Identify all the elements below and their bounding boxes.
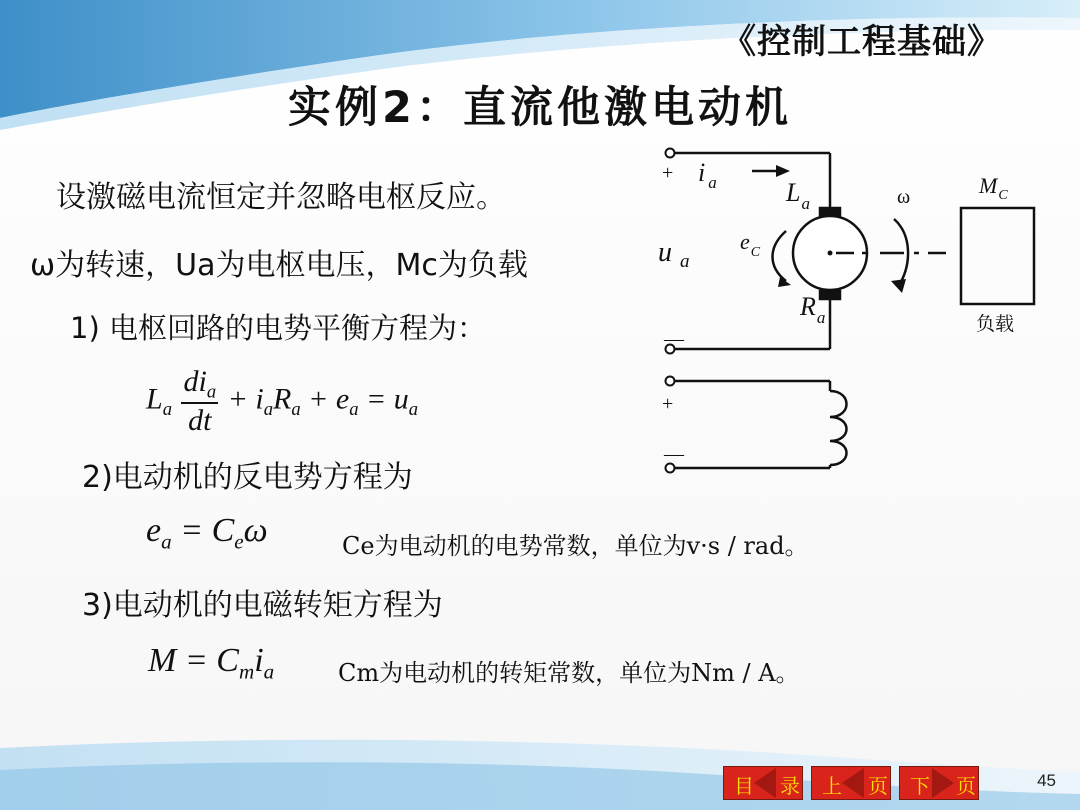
definitions-text: ω为转速，Ua为电枢电压，Mc为负载 bbox=[30, 248, 528, 283]
prev-button-label-1: 上 bbox=[822, 774, 842, 798]
prev-button-label-2: 页 bbox=[868, 774, 888, 798]
load-label: 负载 bbox=[976, 313, 1015, 335]
omega-label: ω bbox=[897, 186, 911, 208]
page-number: 45 bbox=[1037, 771, 1056, 790]
menu-button-label-2: 录 bbox=[780, 774, 800, 798]
step1-label: 1) 电枢回路的电势平衡方程为： bbox=[70, 311, 486, 345]
next-button-label-1: 下 bbox=[910, 774, 930, 798]
right-arrow-icon bbox=[932, 768, 954, 798]
fraction-di-dt: $\frac{di_a}{dt}$ bbox=[183, 365, 217, 438]
slide-title: 实例2：直流他激电动机 bbox=[288, 83, 792, 133]
step2-label: 2)电动机的反电势方程为 bbox=[82, 460, 413, 495]
left-arrow-icon bbox=[842, 768, 864, 798]
voltage-ua-label: u $_a$ bbox=[658, 237, 690, 272]
next-page-button[interactable] bbox=[899, 766, 979, 800]
emf-ec-label: $e_C$ bbox=[740, 229, 761, 260]
armature-minus-label: — bbox=[664, 328, 684, 350]
equation-torque: $M = C_mi_a$ bbox=[148, 642, 275, 684]
menu-button-label-1: 目 bbox=[734, 774, 754, 798]
step3-note: Cm为电动机的转矩常数，单位为Nm / A。 bbox=[338, 659, 800, 687]
current-ia-label: i $_a$ bbox=[698, 158, 717, 192]
equation-armature-loop: $L_a$ $\frac{di_a}{dt}$ + $i_aR_a + e_a = u_a$ bbox=[146, 365, 419, 438]
field-plus-label: + bbox=[662, 393, 674, 415]
step2-note: Ce为电动机的电势常数，单位为v·s / rad。 bbox=[342, 532, 809, 560]
step3-label: 3)电动机的电磁转矩方程为 bbox=[82, 588, 443, 623]
resistance-ra-label: $R_a$ bbox=[800, 292, 826, 327]
left-arrow-icon bbox=[754, 768, 776, 798]
motor-circuit-diagram bbox=[640, 135, 1060, 480]
armature-plus-label: + bbox=[662, 162, 674, 184]
inductance-la-label: $L_a$ bbox=[786, 178, 810, 213]
course-title: 《控制工程基础》 bbox=[722, 22, 1002, 62]
menu-button[interactable] bbox=[723, 766, 803, 800]
assumption-text: 设激磁电流恒定并忽略电枢反应。 bbox=[56, 180, 506, 215]
load-mc-label: $M_C$ bbox=[979, 173, 1008, 203]
next-button-label-2: 页 bbox=[956, 774, 976, 798]
field-minus-label: — bbox=[664, 443, 684, 465]
prev-page-button[interactable] bbox=[811, 766, 891, 800]
equation-back-emf: $e_a = C_e\omega$ bbox=[146, 512, 268, 554]
